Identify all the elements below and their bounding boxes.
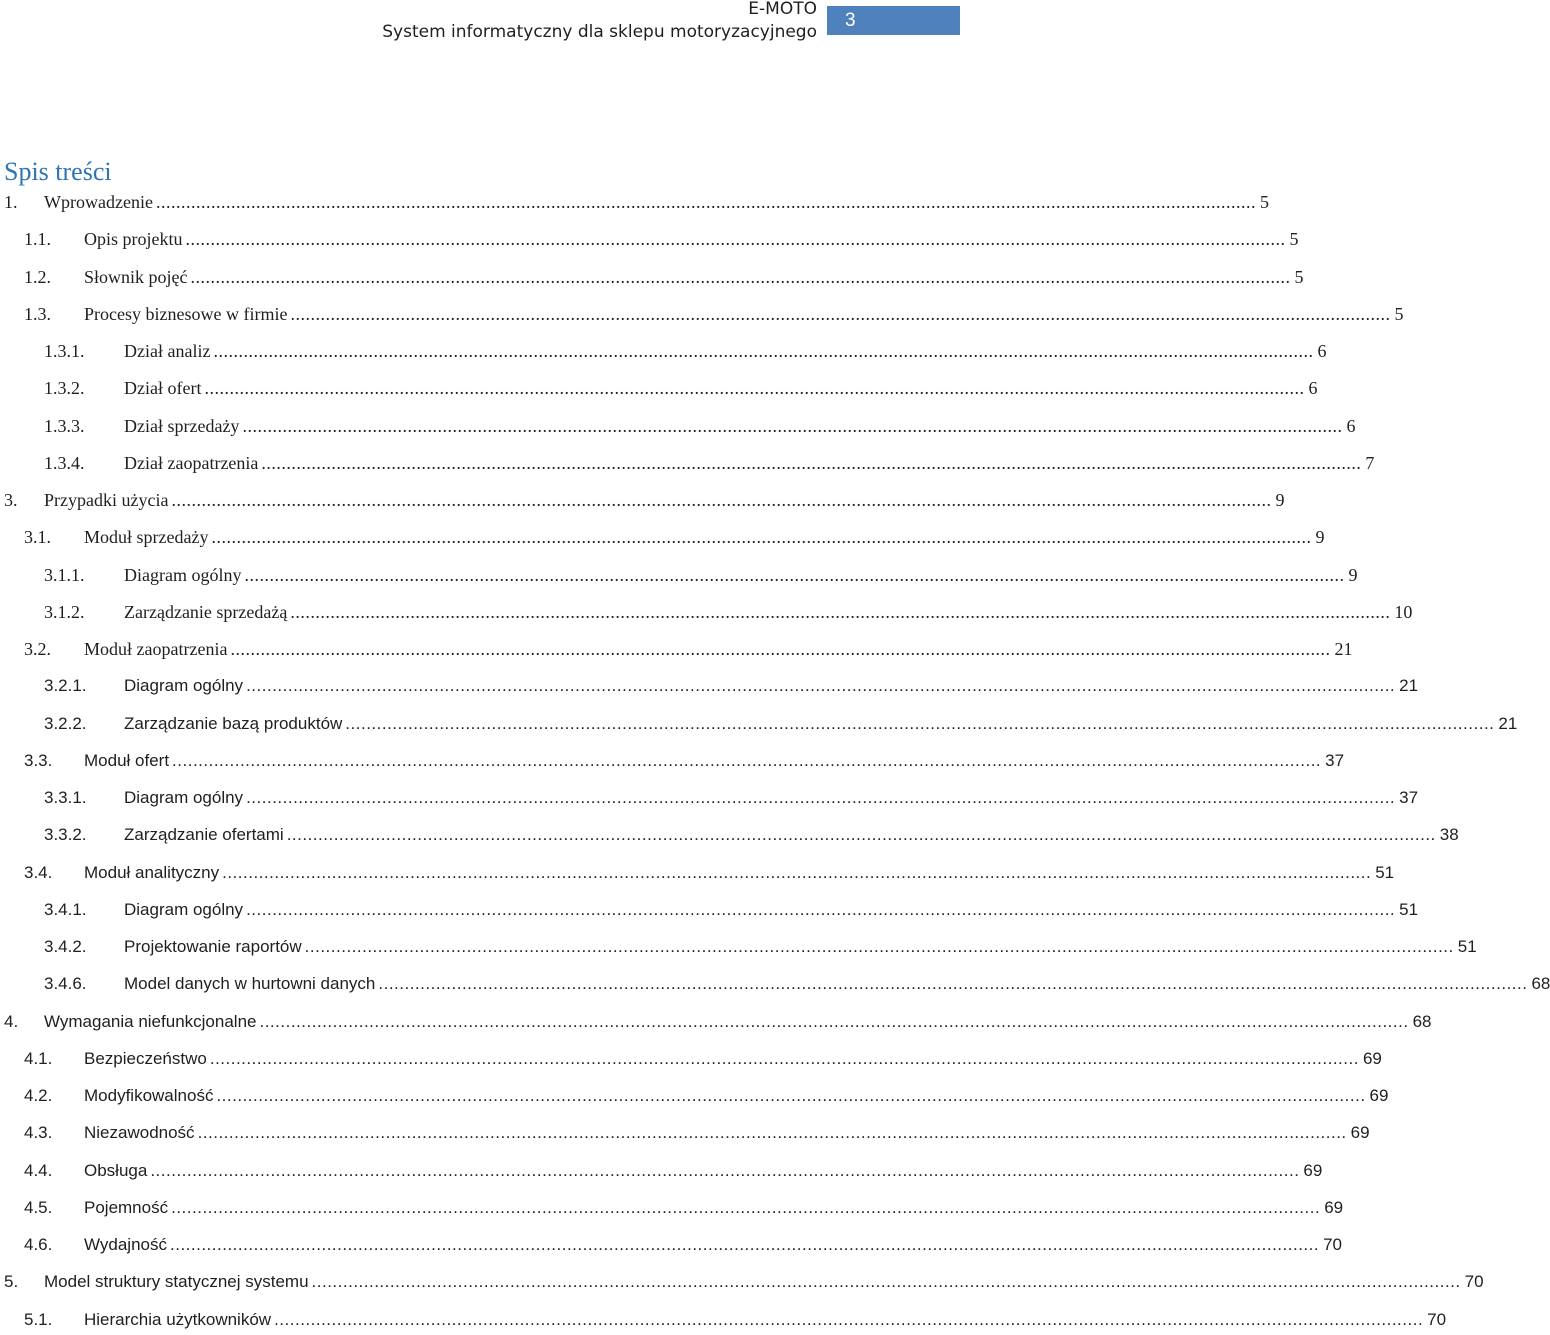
toc-entry[interactable] <box>44 709 1518 739</box>
toc-entry-number: 1.3.4. <box>44 452 85 473</box>
toc-leader-dots: ............................................................................................................................................................................................................................ <box>259 1011 1409 1031</box>
toc-entry-page: 5 <box>1294 266 1304 287</box>
toc-leader-dots: ............................................................................................................................................................................................................................ <box>209 1048 1359 1068</box>
toc-leader-dots: ............................................................................................................................................................................................................................ <box>185 229 1286 250</box>
toc-entry-title: Zarządzanie ofertami <box>124 825 284 845</box>
header-subtitle: System informatyczny dla sklepu motoryzacyjnego <box>382 22 817 42</box>
toc-entry-page: 68 <box>1531 974 1550 994</box>
toc-entry[interactable] <box>24 1156 1323 1186</box>
toc-entry-title: Moduł zaopatrzenia <box>84 639 228 659</box>
toc-entry-page: 21 <box>1498 713 1518 733</box>
toc-entry-page: 69 <box>1324 1197 1344 1217</box>
toc-leader-dots: ............................................................................................................................................................................................................................ <box>197 1123 1347 1143</box>
toc-entry-page: 69 <box>1350 1123 1370 1143</box>
toc-entry-page: 21 <box>1399 676 1419 696</box>
toc-entry-title: Moduł ofert <box>84 750 170 770</box>
toc-entry-title: Bezpieczeństwo <box>84 1048 207 1068</box>
toc-entry-number: 3.4.6. <box>44 974 87 994</box>
toc-entry[interactable] <box>24 1230 1343 1260</box>
toc-entry-title: Obsługa <box>84 1160 148 1180</box>
toc-leader-dots: ............................................................................................................................................................................................................................ <box>242 415 1343 436</box>
toc-entry[interactable] <box>44 783 1419 813</box>
toc-entry-title: Dział analiz <box>124 341 211 361</box>
toc-entry-page: 9 <box>1315 527 1325 548</box>
toc-entry-number: 3.3.1. <box>44 788 87 807</box>
toc-entry-number: 3.1.1. <box>44 564 85 585</box>
toc-entry-page: 38 <box>1439 825 1459 845</box>
toc-entry[interactable] <box>4 485 1285 515</box>
toc-entry-page: 37 <box>1325 750 1345 770</box>
toc-entry[interactable] <box>24 262 1304 292</box>
toc-entry-number: 3.4.1. <box>44 899 87 919</box>
toc-entry-number: 1. <box>4 192 18 212</box>
toc-entry-page: 51 <box>1457 937 1477 956</box>
toc-entry[interactable] <box>24 634 1353 664</box>
toc-entry-page: 70 <box>1427 1309 1447 1329</box>
toc-entry[interactable] <box>24 1081 1389 1111</box>
toc-entry[interactable] <box>24 522 1325 552</box>
toc-entry-number: 3.2.1. <box>44 676 87 696</box>
toc-entry-number: 3.4. <box>24 862 53 882</box>
toc-entry-title: Dział zaopatrzenia <box>124 452 259 473</box>
toc-entry[interactable] <box>44 560 1358 590</box>
toc-entry-number: 3.2.2. <box>44 713 87 733</box>
toc-entry-title: Zarządzanie sprzedażą <box>124 601 288 622</box>
toc-entry-page: 70 <box>1323 1235 1343 1254</box>
toc-entry-page: 69 <box>1362 1048 1382 1068</box>
toc-entry[interactable] <box>24 746 1345 776</box>
toc-entry-number: 3. <box>4 490 18 510</box>
toc-leader-dots: ............................................................................................................................................................................................................................ <box>246 899 1396 919</box>
toc-entry[interactable] <box>44 448 1375 478</box>
toc-entry[interactable] <box>24 1305 1447 1335</box>
toc-leader-dots: ............................................................................................................................................................................................................................ <box>216 1086 1366 1105</box>
toc-entry[interactable] <box>44 411 1356 441</box>
toc-entry-page: 69 <box>1369 1086 1389 1105</box>
toc-entry-number: 4.3. <box>24 1123 53 1143</box>
toc-entry[interactable] <box>44 969 1550 999</box>
toc-entry[interactable] <box>4 1007 1432 1037</box>
toc-entry-number: 4.5. <box>24 1197 53 1217</box>
toc-leader-dots: ............................................................................................................................................................................................................................ <box>274 1309 1424 1329</box>
toc-entry-number: 3.1. <box>24 527 51 548</box>
toc-entry-title: Moduł sprzedaży <box>84 527 209 548</box>
toc-leader-dots: ............................................................................................................................................................................................................................ <box>211 527 1312 548</box>
toc-entry[interactable] <box>24 858 1395 888</box>
toc-entry-page: 10 <box>1394 601 1413 622</box>
toc-leader-dots: ............................................................................................................................................................................................................................ <box>170 1235 1320 1254</box>
toc-entry-page: 5 <box>1259 192 1269 212</box>
toc-leader-dots: ............................................................................................................................................................................................................................ <box>261 452 1362 473</box>
toc-entry-title: Wydajność <box>84 1235 167 1254</box>
toc-leader-dots: ............................................................................................................................................................................................................................ <box>171 1197 1321 1217</box>
toc-entry[interactable] <box>24 224 1299 254</box>
toc-entry-title: Dział sprzedaży <box>124 415 240 436</box>
toc-entry-page: 37 <box>1399 788 1419 807</box>
toc-entry-page: 6 <box>1308 378 1318 399</box>
toc-entry-title: Model struktury statycznej systemu <box>44 1272 309 1292</box>
toc-leader-dots: ............................................................................................................................................................................................................................ <box>190 266 1291 287</box>
toc-leader-dots: ............................................................................................................................................................................................................................ <box>222 862 1372 882</box>
toc-entry-number: 4.2. <box>24 1086 53 1105</box>
toc-entry-page: 6 <box>1346 415 1356 436</box>
toc-entry-number: 3.3. <box>24 750 53 770</box>
toc-entry[interactable] <box>44 820 1459 850</box>
toc-entry-page: 9 <box>1275 490 1285 510</box>
toc-entry-number: 4.6. <box>24 1235 53 1254</box>
page-number: 3 <box>845 10 856 31</box>
toc-leader-dots: ............................................................................................................................................................................................................................ <box>171 490 1272 510</box>
toc-entry-number: 4.1. <box>24 1048 53 1068</box>
toc-entry-title: Opis projektu <box>84 229 183 250</box>
toc-entry-title: Diagram ogólny <box>124 899 244 919</box>
toc-entry[interactable] <box>44 671 1419 701</box>
toc-entry-title: Procesy biznesowe w firmie <box>84 303 288 324</box>
toc-title: Spis treści <box>4 157 112 186</box>
toc-entry-title: Pojemność <box>84 1197 169 1217</box>
toc-leader-dots: ............................................................................................................................................................................................................................ <box>378 974 1528 994</box>
toc-entry-number: 1.3.2. <box>44 378 85 399</box>
toc-entry[interactable] <box>44 336 1327 366</box>
toc-leader-dots: ............................................................................................................................................................................................................................ <box>150 1160 1300 1180</box>
toc-leader-dots: ............................................................................................................................................................................................................................ <box>204 378 1305 399</box>
toc-entry[interactable] <box>4 187 1269 217</box>
toc-leader-dots: ............................................................................................................................................................................................................................ <box>286 825 1436 845</box>
toc-entry-title: Diagram ogólny <box>124 676 244 696</box>
toc-entry[interactable] <box>44 932 1477 962</box>
toc-entry-title: Dział ofert <box>124 378 202 399</box>
toc-entry-page: 5 <box>1289 229 1299 250</box>
toc-entry-title: Niezawodność <box>84 1123 195 1143</box>
toc-leader-dots: ............................................................................................................................................................................................................................ <box>345 713 1495 733</box>
toc-entry-title: Moduł analityczny <box>84 862 220 882</box>
toc-entry-page: 51 <box>1375 862 1395 882</box>
toc-leader-dots: ............................................................................................................................................................................................................................ <box>213 341 1314 361</box>
toc-entry-page: 5 <box>1394 303 1404 324</box>
toc-leader-dots: ............................................................................................................................................................................................................................ <box>155 192 1256 212</box>
toc-entry-page: 7 <box>1365 452 1375 473</box>
toc-entry-title: Zarządzanie bazą produktów <box>124 713 343 733</box>
toc-entry-number: 1.3.1. <box>44 341 85 361</box>
toc-entry-page: 69 <box>1303 1160 1323 1180</box>
toc-entry-number: 3.1.2. <box>44 601 85 622</box>
toc-entry-title: Diagram ogólny <box>124 788 244 807</box>
toc-entry-title: Wprowadzenie <box>44 192 153 212</box>
toc-entry[interactable] <box>24 1044 1382 1074</box>
toc-leader-dots: ............................................................................................................................................................................................................................ <box>290 303 1391 324</box>
toc-entry-title: Projektowanie raportów <box>124 937 302 956</box>
toc-entry-number: 5.1. <box>24 1309 53 1329</box>
toc-entry-title: Wymagania niefunkcjonalne <box>44 1011 257 1031</box>
toc-entry-page: 68 <box>1412 1011 1432 1031</box>
toc-entry[interactable] <box>44 895 1419 925</box>
toc-entry-number: 3.3.2. <box>44 825 87 845</box>
toc-entry-title: Model danych w hurtowni danych <box>124 974 376 994</box>
toc-leader-dots: ............................................................................................................................................................................................................................ <box>290 601 1391 622</box>
toc-entry[interactable] <box>24 1118 1370 1148</box>
toc-entry-page: 6 <box>1317 341 1327 361</box>
toc-entry[interactable] <box>24 1193 1344 1223</box>
toc-entry-number: 4. <box>4 1011 19 1031</box>
toc-entry[interactable] <box>4 1267 1484 1297</box>
toc-entry-number: 1.2. <box>24 266 51 287</box>
toc-entry-number: 1.3.3. <box>44 415 85 436</box>
toc-leader-dots: ............................................................................................................................................................................................................................ <box>246 788 1396 807</box>
toc-entry-page: 70 <box>1464 1272 1484 1292</box>
toc-leader-dots: ............................................................................................................................................................................................................................ <box>246 676 1396 696</box>
toc-entry-title: Przypadki użycia <box>44 490 169 510</box>
toc-entry-title: Hierarchia użytkowników <box>84 1309 272 1329</box>
toc-leader-dots: ............................................................................................................................................................................................................................ <box>172 750 1322 770</box>
toc-entry-number: 1.3. <box>24 303 51 324</box>
toc-entry-number: 4.4. <box>24 1160 53 1180</box>
toc-leader-dots: ............................................................................................................................................................................................................................ <box>244 564 1345 585</box>
toc-entry-number: 5. <box>4 1272 19 1292</box>
toc-entry-page: 9 <box>1348 564 1358 585</box>
toc-leader-dots: ............................................................................................................................................................................................................................ <box>230 639 1331 659</box>
toc-entry-number: 3.4.2. <box>44 937 87 956</box>
header-title: E-MOTO <box>748 0 817 19</box>
toc-entry-page: 21 <box>1334 639 1353 659</box>
toc-entry-title: Słownik pojęć <box>84 266 188 287</box>
toc-entry[interactable] <box>24 299 1404 329</box>
toc-leader-dots: ............................................................................................................................................................................................................................ <box>304 937 1454 956</box>
toc-entry-title: Diagram ogólny <box>124 564 242 585</box>
toc-entry[interactable] <box>44 373 1318 403</box>
toc-entry-page: 51 <box>1399 899 1419 919</box>
toc-leader-dots: ............................................................................................................................................................................................................................ <box>311 1272 1461 1292</box>
toc-entry-number: 3.2. <box>24 639 51 659</box>
toc-entry[interactable] <box>44 597 1413 627</box>
toc-entry-title: Modyfikowalność <box>84 1086 214 1105</box>
toc-entry-number: 1.1. <box>24 229 51 250</box>
